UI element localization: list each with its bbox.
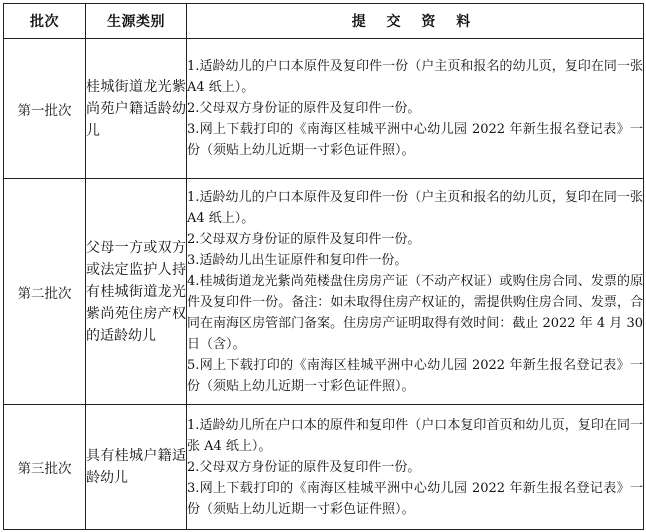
header-source: 生源类别 [86,4,187,39]
source-cell: 具有桂城户籍适龄幼儿 [86,405,187,530]
admission-requirements-table [3,3,644,530]
materials-list [187,56,643,161]
list-item: 3.网上下载打印的《南海区桂城平洲中心幼儿园 2022 年新生报名登记表》一份（须贴上幼儿近期一寸彩色证件照）。 [187,122,643,158]
materials-cell [187,39,644,179]
table-row [4,39,644,179]
materials-cell [187,179,644,405]
batch-cell: 第一批次 [4,39,86,179]
header-batch: 批次 [4,4,86,39]
list-item: 3.适龄幼儿出生证原件和复印件一份。 [187,252,408,268]
batch-cell: 第三批次 [4,405,86,530]
materials-list [187,415,643,520]
list-item: 2.父母双方身份证的原件及复印件一份。 [187,231,421,247]
header-row [4,4,644,39]
list-item: 1.适龄幼儿的户口本原件及复印件一份（户主页和报名的幼儿页，复印在同一张 A4 纸上）。 [187,59,643,95]
materials-cell [187,405,644,530]
header-materials: 提 交 资 料 [187,4,644,39]
list-item: 1.适龄幼儿的户口本原件及复印件一份（户主页和报名的幼儿页，复印在同一张 A4 纸上）。 [187,189,643,226]
source-cell: 桂城街道龙光紫尚苑户籍适龄幼儿 [86,39,187,179]
list-item: 5.网上下载打印的《南海区桂城平洲中心幼儿园 2022 年新生报名登记表》一份（须贴上幼儿近期一寸彩色证件照）。 [187,357,643,394]
source-cell: 父母一方或双方或法定监护人持有桂城街道龙光紫尚苑住房产权的适龄幼儿 [86,179,187,405]
list-item: 4.桂城街道龙光紫尚苑楼盘住房房产证（不动产权证）或购住房合同、发票的原件及复印件一份。备注：如未取得住房产权证的，需提供购住房合同、发票，合同在南海区房管部门备案。住房房产证明取得有效时间：截止 2022 年 4 月 30 日（含）。 [187,273,643,352]
batch-cell: 第二批次 [4,179,86,405]
list-item: 2.父母双方身份证的原件及复印件一份。 [187,459,421,475]
table-row [4,405,644,530]
list-item: 1.适龄幼儿所在户口本的原件和复印件（户口本复印首页和幼儿页，复印在同一张 A4 纸上）。 [187,417,643,454]
list-item: 2.父母双方身份证的原件及复印件一份。 [187,101,421,116]
list-item: 3.网上下载打印的《南海区桂城平洲中心幼儿园 2022 年新生报名登记表》一份（须贴上幼儿近期一寸彩色证件照）。 [187,480,643,517]
table-row [4,179,644,405]
materials-list [187,187,643,397]
